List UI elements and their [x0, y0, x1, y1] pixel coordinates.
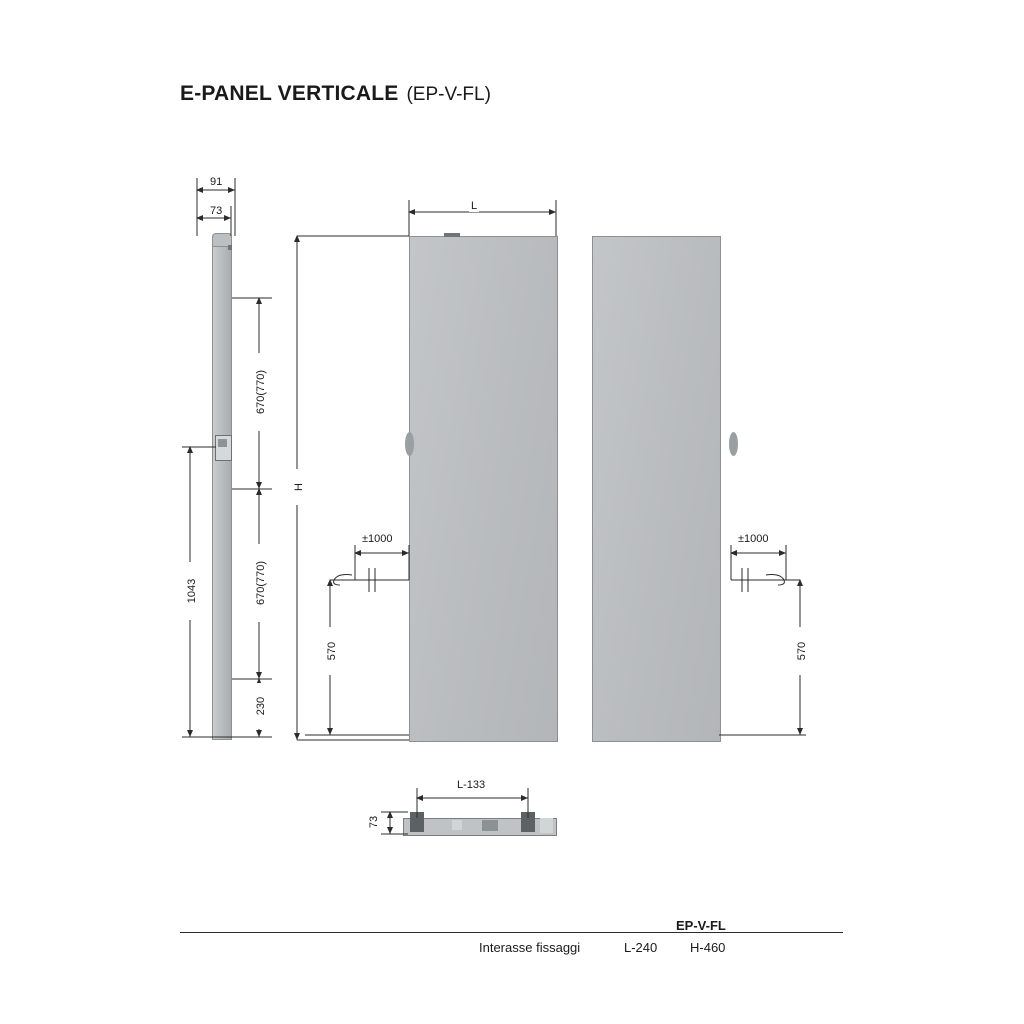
title-code: (EP-V-FL) [406, 84, 491, 105]
front-view-left-top-notch [444, 233, 460, 237]
dim-rail-width: L-133 [457, 779, 486, 791]
footer-label: Interasse fissaggi [479, 940, 581, 955]
dim-rail-depth: 73 [368, 806, 380, 838]
dim-lower-span: 670(770) [255, 544, 267, 622]
dim-total-height: 1043 [186, 562, 198, 620]
dim-upper-span: 670(770) [255, 353, 267, 431]
rail-bracket-right [521, 812, 535, 832]
side-view-body [212, 240, 232, 740]
front-view-left-panel [409, 236, 558, 742]
side-view-connector-inner [218, 439, 227, 447]
dim-cable-left: ±1000 [362, 533, 393, 545]
rail-mid-block [482, 820, 498, 831]
front-view-right-knob [729, 432, 738, 456]
front-view-right-panel [592, 236, 721, 742]
dim-height-symbol: H [293, 469, 305, 505]
dim-cable-right: ±1000 [738, 533, 769, 545]
rail-center-part [452, 820, 462, 830]
footer-value-l: L-240 [624, 940, 658, 955]
front-view-left-knob [405, 432, 414, 456]
dim-side-depth-inner: 73 [210, 205, 223, 217]
footer-divider [180, 932, 843, 933]
rail-end-block [540, 818, 553, 833]
dim-cable-height-left: 570 [326, 627, 338, 675]
rail-bracket-left [410, 812, 424, 832]
dim-width-symbol: L [471, 200, 478, 212]
dim-bottom-offset: 230 [255, 683, 267, 729]
dim-cable-height-right: 570 [796, 627, 808, 675]
title-main: E-PANEL VERTICALE [180, 82, 399, 105]
dim-side-depth-outer: 91 [210, 176, 223, 188]
footer-value-h: H-460 [690, 940, 726, 955]
side-view-top-notch [228, 245, 232, 250]
footer-code: EP-V-FL [676, 918, 726, 933]
page-title [180, 82, 491, 106]
